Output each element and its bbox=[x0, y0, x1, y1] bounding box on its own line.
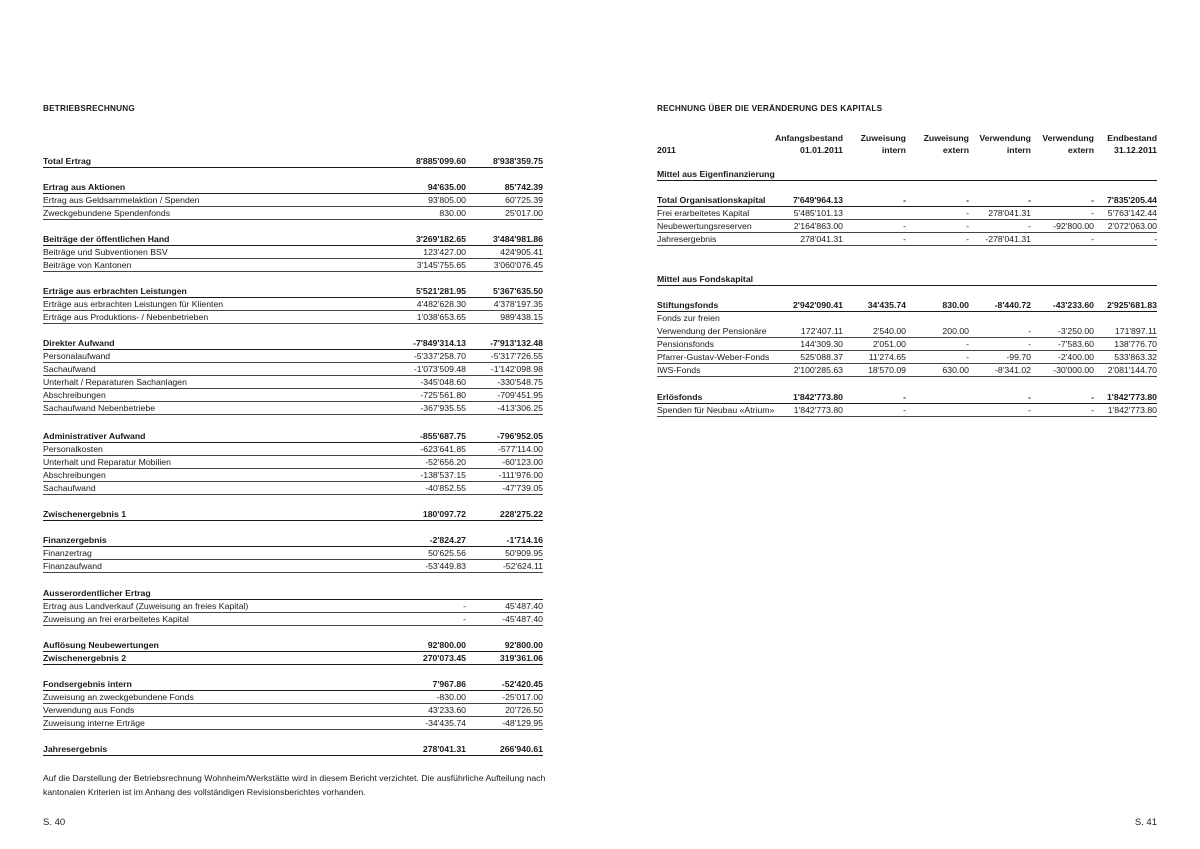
row-label: Beiträge von Kantonen bbox=[43, 260, 132, 270]
cell-col-5: - bbox=[1091, 234, 1094, 244]
value-2011: -725'561.80 bbox=[420, 390, 466, 400]
column-header bbox=[1042, 132, 1094, 156]
cell-col-2: - bbox=[903, 195, 906, 205]
cell-col-3: - bbox=[966, 234, 969, 244]
row-label: Beiträge und Subventionen BSV bbox=[43, 247, 168, 257]
statement-row bbox=[43, 469, 543, 482]
column-header-line2: intern bbox=[881, 145, 906, 155]
statement-row bbox=[43, 600, 543, 613]
row-label: Total Ertrag bbox=[43, 156, 92, 166]
cell-col-5: -30'000.00 bbox=[1053, 365, 1094, 375]
row-label: Unterhalt / Reparaturen Sachanlagen bbox=[43, 377, 187, 387]
value-2010: 3'060'076.45 bbox=[493, 260, 543, 270]
statement-row bbox=[43, 443, 543, 456]
capital-row bbox=[657, 338, 1157, 351]
value-2010: 85'742.39 bbox=[504, 182, 543, 192]
column-header-line1: Verwendung bbox=[1042, 133, 1094, 143]
capital-row bbox=[657, 168, 1157, 181]
value-2011: 4'482'628.30 bbox=[416, 299, 466, 309]
value-2011: 3'269'182.65 bbox=[415, 234, 466, 244]
value-2010: -47'739.05 bbox=[502, 483, 543, 493]
cell-col-6: 1'842'773.80 bbox=[1107, 405, 1157, 415]
row-label: Ausserordentlicher Ertrag bbox=[43, 588, 151, 598]
value-2011: -1'073'509.48 bbox=[413, 364, 466, 374]
value-2010: 424'905.41 bbox=[500, 247, 543, 257]
row-label: Total Organisationskapital bbox=[657, 195, 766, 205]
cell-col-4: - bbox=[1028, 392, 1031, 402]
cell-col-4: - bbox=[1028, 405, 1031, 415]
row-label: Finanzaufwand bbox=[43, 561, 102, 571]
capital-row bbox=[657, 233, 1157, 246]
statement-row bbox=[43, 678, 543, 691]
row-label: Personalaufwand bbox=[43, 351, 111, 361]
cell-col-3: - bbox=[966, 339, 969, 349]
row-label: Administrativer Aufwand bbox=[43, 431, 146, 441]
column-header-line2: extern bbox=[1067, 145, 1094, 155]
cell-col-3: - bbox=[966, 221, 969, 231]
statement-row bbox=[43, 402, 543, 415]
cell-col-4: 278'041.31 bbox=[988, 208, 1031, 218]
value-2011: 8'885'099.60 bbox=[415, 156, 466, 166]
column-header-line2: 01.01.2011 bbox=[800, 145, 843, 155]
value-2011: 3'145'755.65 bbox=[416, 260, 466, 270]
row-label: Erträge aus erbrachten Leistungen für Klienten bbox=[43, 299, 224, 309]
cell-col-1: 144'309.30 bbox=[800, 339, 843, 349]
statement-row bbox=[43, 456, 543, 469]
cell-col-3: - bbox=[966, 208, 969, 218]
cell-col-1: 2'164'863.00 bbox=[793, 221, 843, 231]
statement-row bbox=[43, 508, 543, 521]
row-label: Zuweisung interne Erträge bbox=[43, 718, 145, 728]
value-2010: -5'317'726.55 bbox=[490, 351, 543, 361]
cell-col-6: 7'835'205.44 bbox=[1106, 195, 1157, 205]
statement-row bbox=[43, 337, 543, 350]
row-label: Auflösung Neubewertungen bbox=[43, 640, 159, 650]
column-header-line1: Endbestand bbox=[1107, 133, 1157, 143]
row-label: Zweckgebundene Spendenfonds bbox=[43, 208, 171, 218]
value-2010: -7'913'132.48 bbox=[490, 338, 543, 348]
value-2011: 278'041.31 bbox=[422, 744, 466, 754]
cell-col-4: - bbox=[1028, 195, 1031, 205]
cell-col-6: 2'081'144.70 bbox=[1107, 365, 1157, 375]
capital-row bbox=[657, 351, 1157, 364]
statement-row bbox=[43, 717, 543, 730]
value-2010: -330'548.75 bbox=[497, 377, 543, 387]
row-label: Stiftungsfonds bbox=[657, 300, 719, 310]
value-2010: 989'438.15 bbox=[500, 312, 543, 322]
column-header-line2: extern bbox=[942, 145, 969, 155]
row-label: Abschreibungen bbox=[43, 470, 106, 480]
cell-col-2: - bbox=[903, 221, 906, 231]
cell-col-5: - bbox=[1091, 392, 1094, 402]
value-2011: -7'849'314.13 bbox=[413, 338, 466, 348]
row-label: Pensionsfonds bbox=[657, 339, 714, 349]
column-header-line2: 31.12.2011 bbox=[1114, 145, 1157, 155]
column-header-line1: Zuweisung bbox=[923, 133, 969, 143]
column-header bbox=[861, 132, 906, 156]
statement-row bbox=[43, 652, 543, 665]
capital-row bbox=[657, 391, 1157, 404]
row-label: Unterhalt und Reparatur Mobilien bbox=[43, 457, 171, 467]
row-label: Frei erarbeitetes Kapital bbox=[657, 208, 750, 218]
row-label: Erträge aus erbrachten Leistungen bbox=[43, 286, 187, 296]
value-2010: -60'123.00 bbox=[502, 457, 543, 467]
column-header-line1: Anfangsbestand bbox=[774, 133, 843, 143]
cell-col-5: -2'400.00 bbox=[1058, 352, 1094, 362]
value-2011: 830.00 bbox=[439, 208, 466, 218]
value-2010: 266'940.61 bbox=[499, 744, 543, 754]
row-label: Ertrag aus Landverkauf (Zuweisung an freies Kapital) bbox=[43, 601, 249, 611]
statement-row bbox=[43, 389, 543, 402]
cell-col-2: 18'570.09 bbox=[868, 365, 906, 375]
footnote: Auf die Darstellung der Betriebsrechnung Wohnheim/Werkstätte wird in diesem Bericht verzichtet. Die ausführliche Aufteilung nach kantonalen Kriterien ist im Anhang des vollständigen Revisionsberichtes vorhanden. bbox=[43, 773, 546, 797]
cell-col-6: 2'925'681.83 bbox=[1106, 300, 1157, 310]
column-header-line1: Verwendung bbox=[979, 133, 1031, 143]
row-label: Jahresergebnis bbox=[657, 234, 717, 244]
value-2011: -40'852.55 bbox=[425, 483, 466, 493]
value-2010: 20'726.50 bbox=[505, 705, 543, 715]
row-label: Neubewertungsreserven bbox=[657, 221, 752, 231]
statement-row bbox=[43, 259, 543, 272]
cell-col-1: 2'100'285.63 bbox=[793, 365, 843, 375]
value-2011: 5'521'281.95 bbox=[415, 286, 466, 296]
row-label: Mittel aus Eigenfinanzierung bbox=[657, 169, 775, 179]
value-2010: -25'017.00 bbox=[502, 692, 543, 702]
cell-col-2: 11'274.65 bbox=[868, 352, 906, 362]
value-2011: -2'824.27 bbox=[429, 535, 466, 545]
cell-col-2: - bbox=[903, 392, 906, 402]
statement-row bbox=[43, 285, 543, 298]
value-2010: 228'275.22 bbox=[499, 509, 543, 519]
statement-row bbox=[43, 207, 543, 220]
cell-col-6: - bbox=[1154, 234, 1157, 244]
value-2010: -1'714.16 bbox=[506, 535, 543, 545]
row-label: Sachaufwand bbox=[43, 364, 96, 374]
cell-col-4: - bbox=[1028, 326, 1031, 336]
value-2010: 4'378'197.35 bbox=[493, 299, 543, 309]
statement-row bbox=[43, 363, 543, 376]
row-label: Fonds zur freien bbox=[657, 313, 720, 323]
value-2010: -111'976.00 bbox=[498, 470, 543, 480]
page-number-right: S. 41 bbox=[1134, 817, 1157, 828]
cell-col-1: 2'942'090.41 bbox=[792, 300, 843, 310]
value-2010: -1'142'098.98 bbox=[490, 364, 543, 374]
row-label: Zwischenergebnis 1 bbox=[43, 509, 127, 519]
capital-row bbox=[657, 194, 1157, 207]
row-label: Personalkosten bbox=[43, 444, 103, 454]
cell-col-5: - bbox=[1091, 208, 1094, 218]
column-header bbox=[924, 132, 969, 156]
cell-col-1: 7'649'964.13 bbox=[792, 195, 843, 205]
statement-row bbox=[43, 704, 543, 717]
row-label: Spenden für Neubau «Atrium» bbox=[657, 405, 775, 415]
statement-row bbox=[43, 613, 543, 626]
year-label: 2011 bbox=[657, 145, 676, 155]
cell-col-1: 5'485'101.13 bbox=[793, 208, 843, 218]
cell-col-2: 2'051.00 bbox=[872, 339, 906, 349]
cell-col-3: 830.00 bbox=[942, 300, 969, 310]
cell-col-4: -8'440.72 bbox=[994, 300, 1031, 310]
kapital-heading: RECHNUNG ÜBER DIE VERÄNDERUNG DES KAPITALS bbox=[657, 104, 883, 113]
cell-col-3: - bbox=[966, 352, 969, 362]
value-2011: 180'097.72 bbox=[422, 509, 466, 519]
cell-col-1: 525'088.37 bbox=[800, 352, 843, 362]
value-2010: 45'487.40 bbox=[505, 601, 543, 611]
statement-row bbox=[43, 311, 543, 324]
value-2010: 50'909.95 bbox=[505, 548, 543, 558]
value-2011: -138'537.15 bbox=[420, 470, 466, 480]
row-label: Sachaufwand Nebenbetriebe bbox=[43, 403, 156, 413]
value-2010: -48'129.95 bbox=[502, 718, 543, 728]
value-2011: 93'805.00 bbox=[428, 195, 466, 205]
value-2011: 1'038'653.65 bbox=[416, 312, 466, 322]
cell-col-4: -278'041.31 bbox=[985, 234, 1031, 244]
value-2010: 25'017.00 bbox=[505, 208, 543, 218]
cell-col-2: - bbox=[903, 234, 906, 244]
row-label: Pfarrer-Gustav-Weber-Fonds bbox=[657, 352, 770, 362]
betriebsrechnung-heading: BETRIEBSRECHNUNG bbox=[43, 104, 135, 113]
value-2011: -830.00 bbox=[436, 692, 466, 702]
statement-row bbox=[43, 155, 543, 168]
row-label: Verwendung aus Fonds bbox=[43, 705, 135, 715]
value-2010: 319'361.06 bbox=[499, 653, 543, 663]
value-2010: -413'306.25 bbox=[497, 403, 543, 413]
cell-col-2: - bbox=[903, 405, 906, 415]
capital-row bbox=[657, 325, 1157, 338]
capital-row bbox=[657, 404, 1157, 417]
statement-row bbox=[43, 430, 543, 443]
row-label: Jahresergebnis bbox=[43, 744, 108, 754]
value-2011: -623'641.85 bbox=[420, 444, 466, 454]
value-2010: 8'938'359.75 bbox=[492, 156, 543, 166]
value-2011: 50'625.56 bbox=[428, 548, 466, 558]
value-2011: 94'635.00 bbox=[427, 182, 466, 192]
value-2010: -796'952.05 bbox=[496, 431, 543, 441]
statement-row bbox=[43, 298, 543, 311]
statement-row bbox=[43, 233, 543, 246]
cell-col-5: -3'250.00 bbox=[1058, 326, 1094, 336]
row-label: Erträge aus Produktions- / Nebenbetrieben bbox=[43, 312, 209, 322]
cell-col-1: 1'842'773.80 bbox=[792, 392, 843, 402]
cell-col-5: -7'583.60 bbox=[1058, 339, 1094, 349]
cell-col-6: 2'072'063.00 bbox=[1107, 221, 1157, 231]
statement-row bbox=[43, 547, 543, 560]
statement-row bbox=[43, 194, 543, 207]
statement-row bbox=[43, 639, 543, 652]
cell-col-5: - bbox=[1091, 405, 1094, 415]
row-label: Direkter Aufwand bbox=[43, 338, 115, 348]
statement-row bbox=[43, 246, 543, 259]
row-label: Abschreibungen bbox=[43, 390, 106, 400]
capital-row bbox=[657, 207, 1157, 220]
statement-row bbox=[43, 376, 543, 389]
value-2010: -45'487.40 bbox=[502, 614, 543, 624]
statement-row bbox=[43, 534, 543, 547]
value-2011: - bbox=[463, 601, 466, 611]
capital-row bbox=[657, 312, 1157, 325]
value-2011: -855'687.75 bbox=[419, 431, 466, 441]
statement-row bbox=[43, 350, 543, 363]
capital-row bbox=[657, 220, 1157, 233]
value-2010: 3'484'981.86 bbox=[492, 234, 543, 244]
cell-col-1: 1'842'773.80 bbox=[793, 405, 843, 415]
cell-col-3: 200.00 bbox=[942, 326, 969, 336]
cell-col-6: 1'842'773.80 bbox=[1106, 392, 1157, 402]
cell-col-3: 630.00 bbox=[942, 365, 969, 375]
cell-col-6: 5'763'142.44 bbox=[1107, 208, 1157, 218]
cell-col-6: 138'776.70 bbox=[1114, 339, 1157, 349]
statement-row bbox=[43, 587, 543, 600]
statement-row bbox=[43, 743, 543, 756]
column-header bbox=[775, 132, 843, 156]
cell-col-4: -8'341.02 bbox=[995, 365, 1031, 375]
column-header-line1: Zuweisung bbox=[860, 133, 906, 143]
cell-col-5: -43'233.60 bbox=[1052, 300, 1094, 310]
value-2010: 92'800.00 bbox=[504, 640, 543, 650]
capital-row bbox=[657, 299, 1157, 312]
value-2011: -5'337'258.70 bbox=[413, 351, 466, 361]
row-label: Fondsergebnis intern bbox=[43, 679, 132, 689]
value-2011: 270'073.45 bbox=[422, 653, 466, 663]
statement-row bbox=[43, 181, 543, 194]
value-2010: 5'367'635.50 bbox=[492, 286, 543, 296]
statement-row bbox=[43, 560, 543, 573]
right-page bbox=[600, 0, 1200, 849]
value-2010: -709'451.95 bbox=[497, 390, 543, 400]
cell-col-1: 172'407.11 bbox=[800, 326, 843, 336]
capital-row bbox=[657, 364, 1157, 377]
row-label: Ertrag aus Geldsammelaktion / Spenden bbox=[43, 195, 200, 205]
cell-col-3: - bbox=[966, 195, 969, 205]
row-label: Zuweisung an zweckgebundene Fonds bbox=[43, 692, 194, 702]
cell-col-5: -92'800.00 bbox=[1053, 221, 1094, 231]
capital-row bbox=[657, 273, 1157, 286]
row-label: Zuweisung an frei erarbeitetes Kapital bbox=[43, 614, 189, 624]
value-2011: -345'048.60 bbox=[420, 377, 466, 387]
value-2010: -52'624.11 bbox=[502, 561, 543, 571]
cell-col-1: 278'041.31 bbox=[800, 234, 843, 244]
statement-row bbox=[43, 691, 543, 704]
column-header bbox=[1107, 132, 1157, 156]
page-number-left: S. 40 bbox=[43, 817, 66, 828]
value-2011: -53'449.83 bbox=[425, 561, 466, 571]
value-2011: 92'800.00 bbox=[427, 640, 466, 650]
cell-col-4: - bbox=[1028, 221, 1031, 231]
cell-col-6: 533'863.32 bbox=[1114, 352, 1157, 362]
row-label: Ertrag aus Aktionen bbox=[43, 182, 126, 192]
value-2011: -34'435.74 bbox=[425, 718, 466, 728]
value-2010: 60'725.39 bbox=[505, 195, 543, 205]
row-label: Sachaufwand bbox=[43, 483, 96, 493]
column-header bbox=[979, 132, 1031, 156]
row-label: IWS-Fonds bbox=[657, 365, 701, 375]
cell-col-6: 171'897.11 bbox=[1114, 326, 1157, 336]
column-header-line2: intern bbox=[1006, 145, 1031, 155]
value-2011: -367'935.55 bbox=[420, 403, 466, 413]
cell-col-2: 34'435.74 bbox=[867, 300, 906, 310]
value-2011: - bbox=[463, 614, 466, 624]
cell-col-4: -99.70 bbox=[1006, 352, 1031, 362]
row-label: Beiträge der öffentlichen Hand bbox=[43, 234, 170, 244]
row-label: Mittel aus Fondskapital bbox=[657, 274, 754, 284]
row-label: Zwischenergebnis 2 bbox=[43, 653, 127, 663]
value-2011: 43'233.60 bbox=[428, 705, 466, 715]
value-2011: 7'967.86 bbox=[432, 679, 466, 689]
value-2010: -52'420.45 bbox=[501, 679, 543, 689]
value-2010: -577'114.00 bbox=[498, 444, 543, 454]
value-2011: -52'656.20 bbox=[425, 457, 466, 467]
row-label: Finanzergebnis bbox=[43, 535, 107, 545]
cell-col-4: - bbox=[1028, 339, 1031, 349]
value-2011: 123'427.00 bbox=[423, 247, 466, 257]
row-label: Erlösfonds bbox=[657, 392, 703, 402]
cell-col-5: - bbox=[1091, 195, 1094, 205]
row-label: Verwendung der Pensionäre bbox=[657, 326, 767, 336]
cell-col-2: 2'540.00 bbox=[872, 326, 906, 336]
statement-row bbox=[43, 482, 543, 495]
row-label: Finanzertrag bbox=[43, 548, 92, 558]
